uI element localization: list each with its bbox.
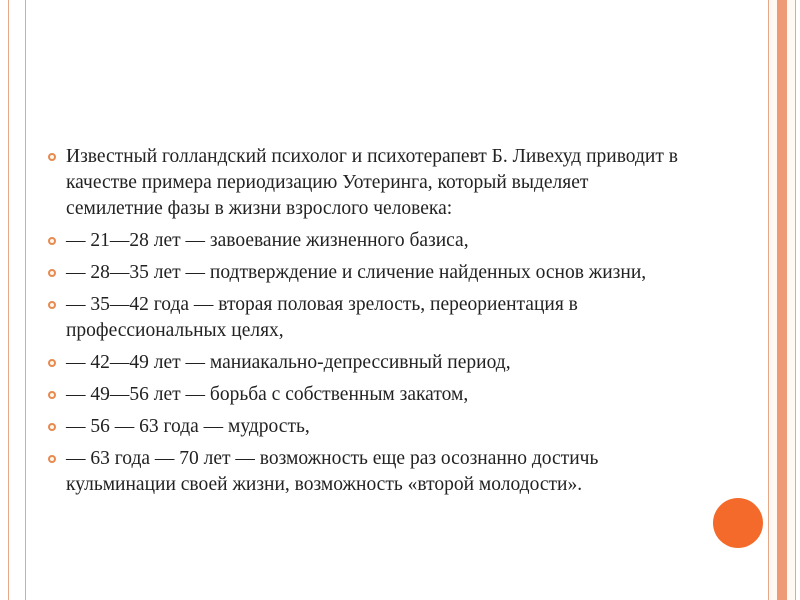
list-item [46, 292, 686, 344]
list-item-text: — 56 — 63 года — мудрость, [66, 416, 310, 437]
list-item [46, 446, 686, 498]
ring-bullet-icon [48, 301, 56, 309]
list-item-text: — 49—56 лет — борьба с собственным закатом, [66, 384, 469, 405]
list-item-text: — 35—42 года — вторая половая зрелость, переориентация в профессиональных целях, [66, 294, 578, 341]
ring-bullet-icon [48, 423, 56, 431]
list-item [46, 414, 686, 440]
list-item [46, 350, 686, 376]
slide-content [46, 144, 686, 504]
left-frame-border [8, 0, 26, 600]
bullet-list [46, 144, 686, 498]
list-item-text: — 63 года — 70 лет — возможность еще раз осознанно достичь кульминации своей жизни, возможность «второй молодости». [66, 448, 599, 495]
ring-bullet-icon [48, 237, 56, 245]
ring-bullet-icon [48, 269, 56, 277]
right-frame-stripe [777, 0, 787, 600]
list-item-text: — 21—28 лет — завоевание жизненного базиса, [66, 230, 469, 251]
list-item [46, 260, 686, 286]
ring-bullet-icon [48, 153, 56, 161]
list-item [46, 382, 686, 408]
list-item-text: — 42—49 лет — маниакально-депрессивный период, [66, 352, 511, 373]
right-frame-border [768, 0, 796, 600]
list-item [46, 144, 686, 222]
list-item [46, 228, 686, 254]
orange-circle-decoration [713, 498, 763, 548]
ring-bullet-icon [48, 391, 56, 399]
ring-bullet-icon [48, 455, 56, 463]
ring-bullet-icon [48, 359, 56, 367]
list-item-text: Известный голландский психолог и психотерапевт Б. Ливехуд приводит в качестве примера периодизацию Уотеринга, который выделяет семилетние фазы в жизни взрослого человека: [66, 146, 678, 219]
list-item-text: — 28—35 лет — подтверждение и сличение найденных основ жизни, [66, 262, 647, 283]
